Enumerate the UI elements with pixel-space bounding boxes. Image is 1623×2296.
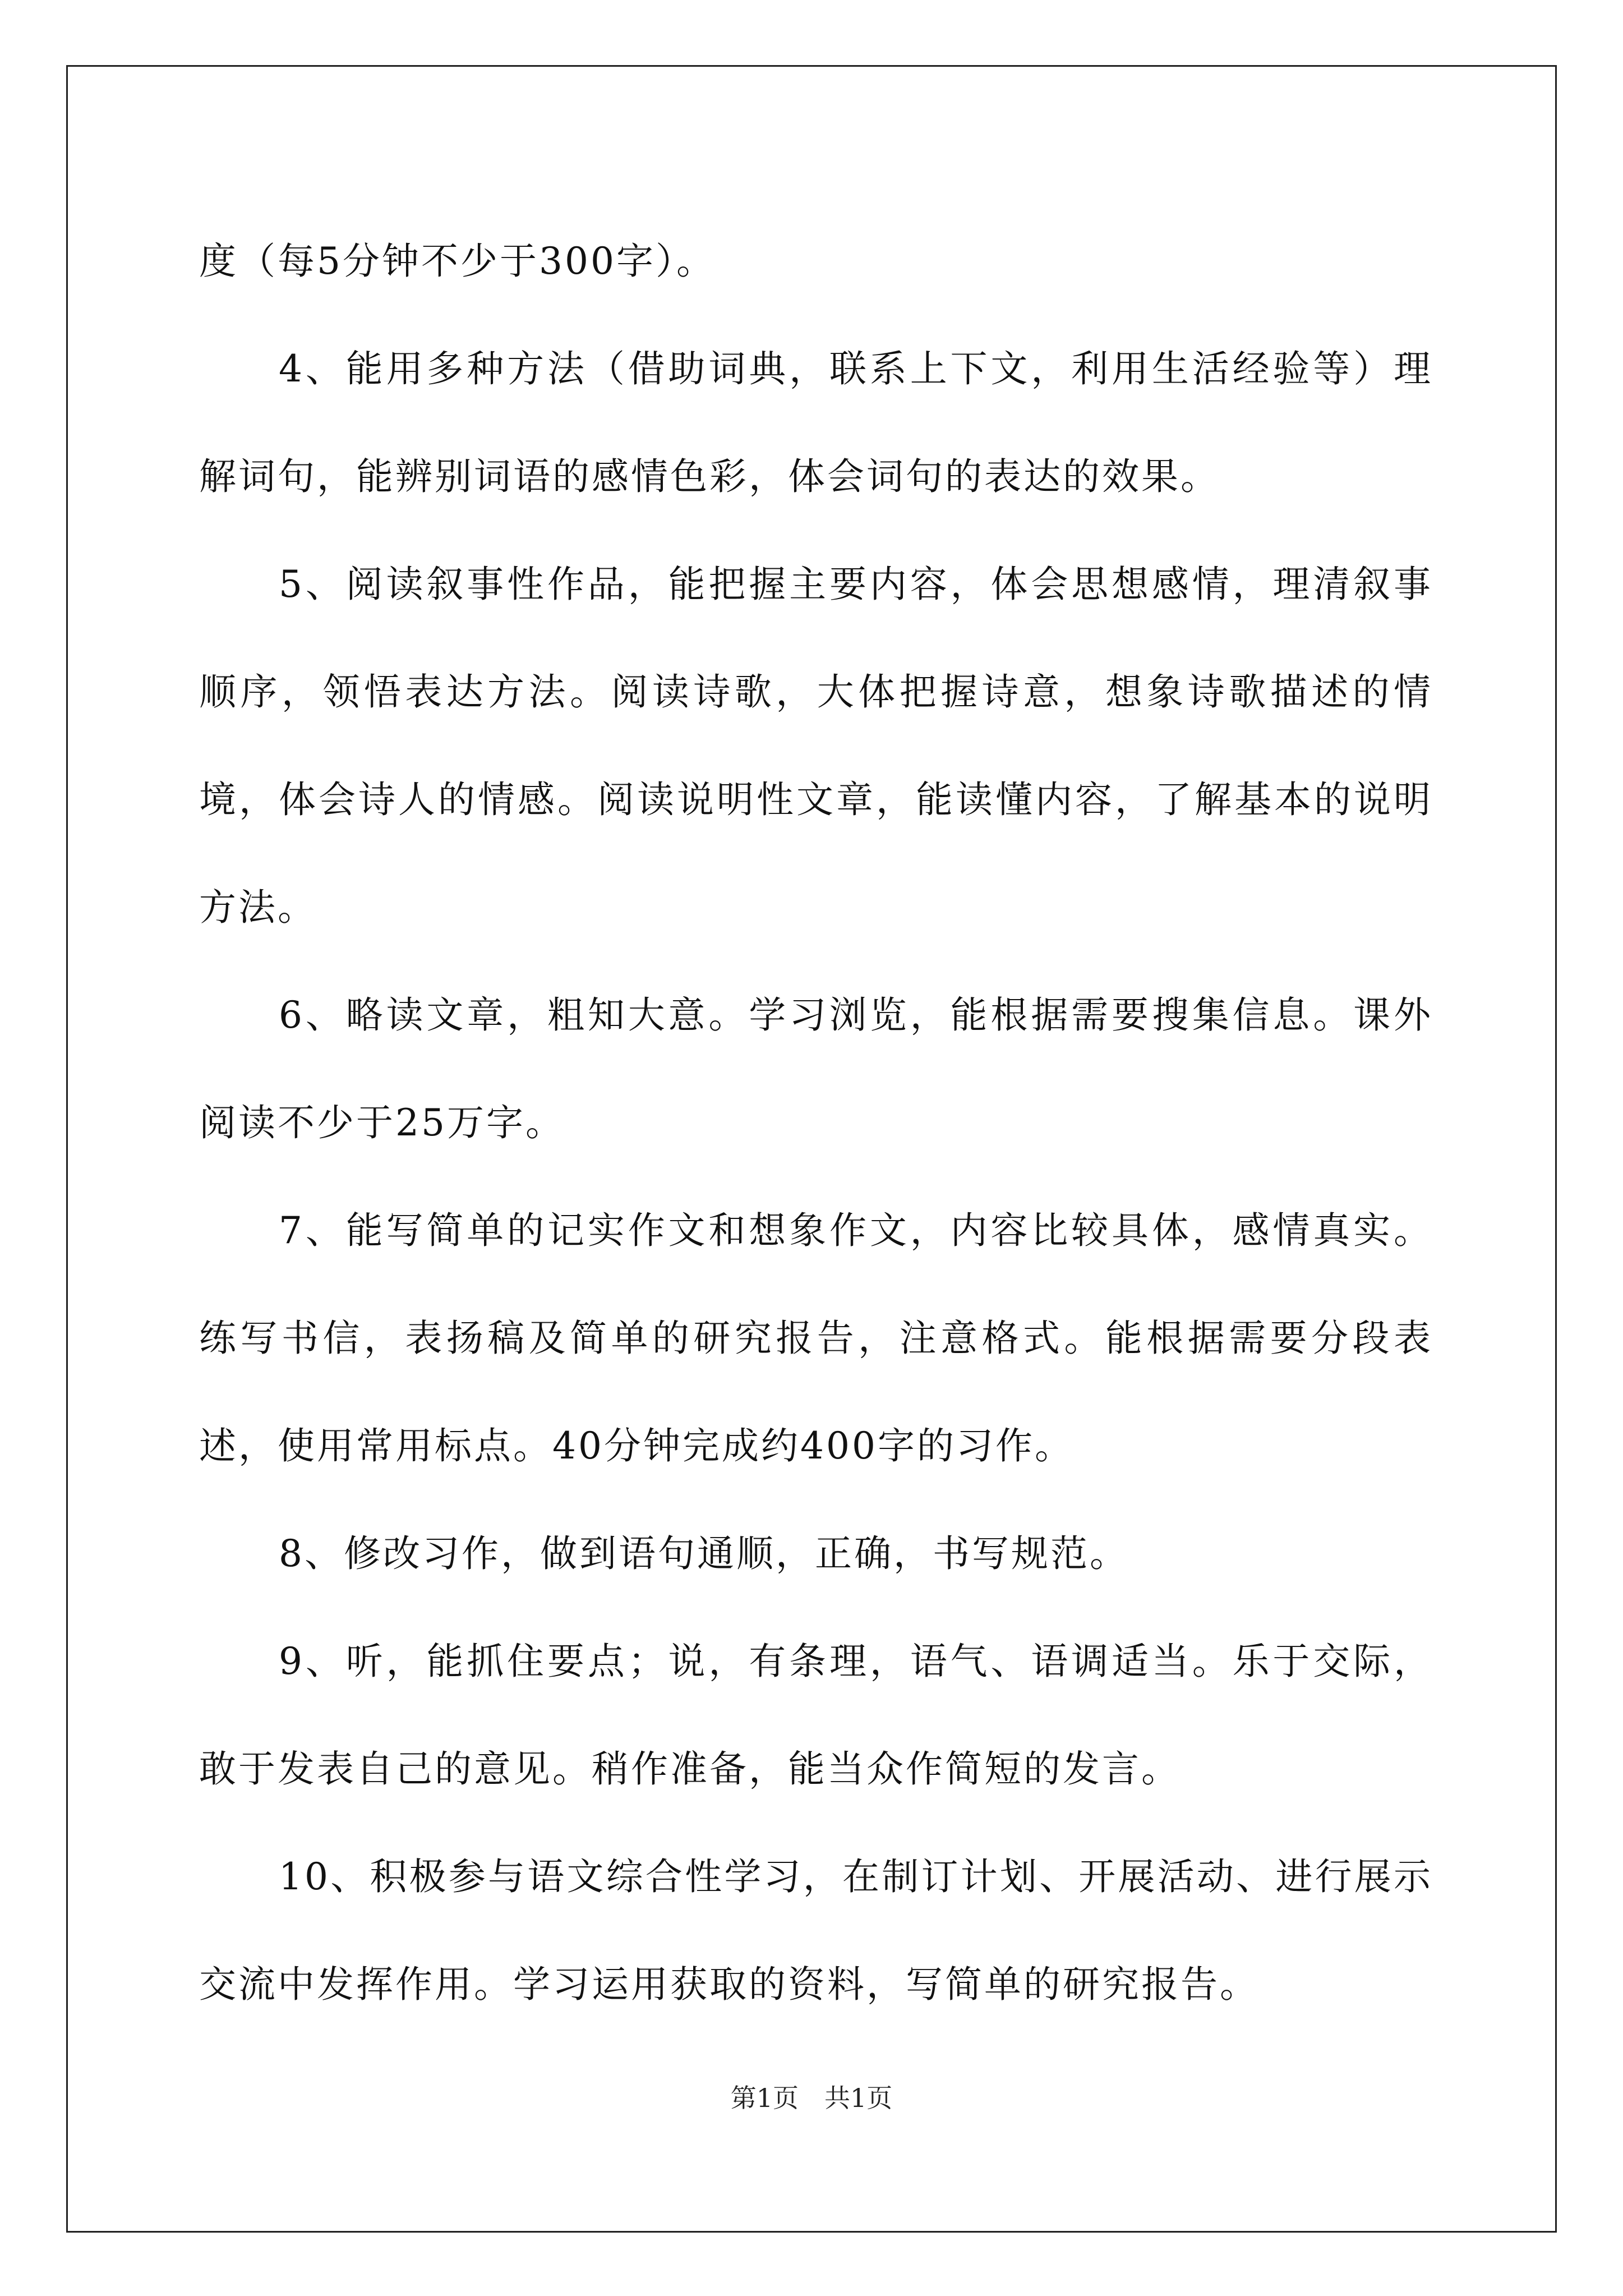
paragraph-continuation: 度（每5分钟不少于300字）。 — [199, 240, 716, 283]
page-number-footer: 第1页 共1页 — [730, 2083, 893, 2113]
paragraph-item-10: 10、积极参与语文综合性学习，在制订计划、开展活动、进行展示交流中发挥作用。学习运用获取的资料，写简单的研究报告。 — [199, 1855, 1433, 2006]
paragraph-item-4: 4、能用多种方法（借助词典，联系上下文，利用生活经验等）理解词句，能辨别词语的感情色彩，体会词句的表达的效果。 — [199, 347, 1433, 498]
paragraph-item-7: 7、能写简单的记实作文和想象作文，内容比较具体，感情真实。练写书信，表扬稿及简单的研究报告，注意格式。能根据需要分段表述，使用常用标点。40分钟完成约400字的习作。 — [199, 1209, 1433, 1467]
document-body — [199, 208, 1433, 2039]
paragraph-item-6: 6、略读文章，粗知大意。学习浏览，能根据需要搜集信息。课外阅读不少于25万字。 — [199, 993, 1433, 1144]
paragraph-item-9: 9、听，能抓住要点；说，有条理，语气、语调适当。乐于交际，敢于发表自己的意见。稍作准备，能当众作简短的发言。 — [199, 1640, 1433, 1791]
paragraph-item-5: 5、阅读叙事性作品，能把握主要内容，体会思想感情，理清叙事顺序，领悟表达方法。阅读诗歌，大体把握诗意，想象诗歌描述的情境，体会诗人的情感。阅读说明性文章，能读懂内容，了解基本的说明方法。 — [199, 563, 1433, 929]
paragraph-item-8: 8、修改习作，做到语句通顺，正确，书写规范。 — [279, 1532, 1129, 1575]
